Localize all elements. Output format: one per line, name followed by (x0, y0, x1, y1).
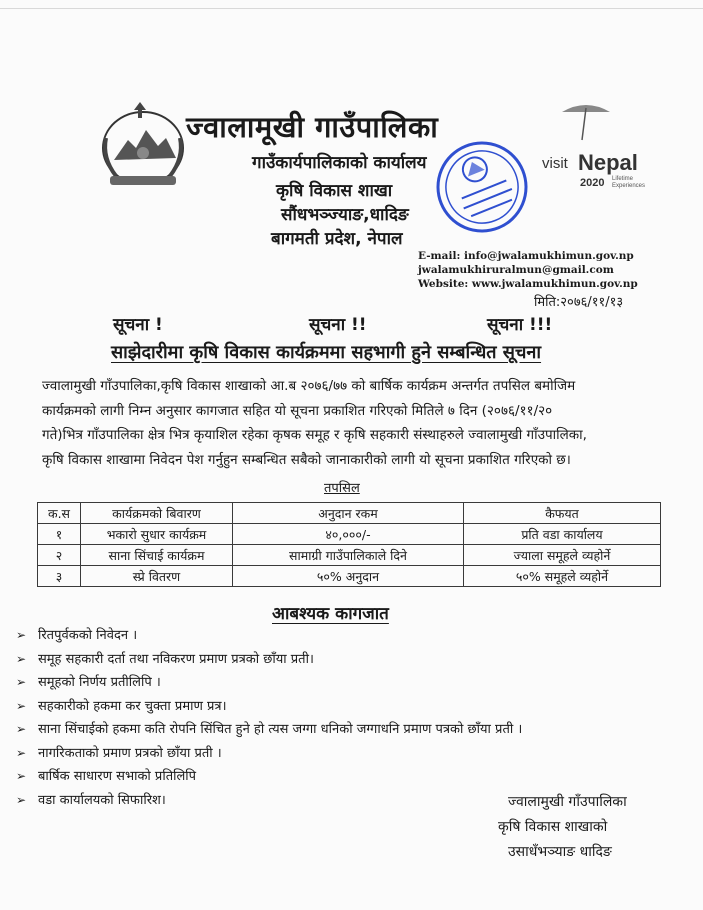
signature-line: ज्वालामुखी गाँउपालिका (508, 794, 627, 810)
list-item: ➢ नागरिकताको प्रमाण प्रत्रको छाँया प्रती । (16, 742, 522, 766)
arrow-bullet-icon: ➢ (16, 792, 27, 807)
list-item: ➢ समूहको निर्णय प्रतीलिपि । (16, 671, 522, 695)
body-line: कृषि विकास शाखामा निवेदन पेश गर्नुहुन सम्बन्धित सबैको जानाकारीको लागी यो सूचना प्रकाशित गरिएको छ। (42, 451, 571, 468)
branch-name: कृषि विकास शाखा (276, 181, 393, 201)
body-line: गते)भित्र गाँउपालिका क्षेत्र भित्र कृयाशिल रहेका कृषक समूह र कृषि सहकारी संस्थाहरुले ज्वालामुखी गाँउपालिका, (42, 427, 587, 443)
umbrella-icon (562, 105, 610, 140)
table-cell: ज्याला समूहले व्यहोर्ने (464, 545, 661, 566)
arrow-bullet-icon: ➢ (16, 769, 27, 783)
page-top-edge (0, 8, 703, 9)
table-cell: ३ (38, 566, 81, 587)
notice-body (42, 374, 660, 472)
notice-label-3: सूचना !!! (487, 315, 553, 335)
arrow-bullet-icon: ➢ (16, 628, 27, 642)
table-row (38, 566, 661, 587)
notice-subject: साझेदारीमा कृषि विकास कार्यक्रममा सहभागी हुने सम्बन्धित सूचना (111, 342, 542, 363)
arrow-bullet-icon: ➢ (16, 722, 27, 736)
table-header-row (38, 503, 661, 524)
svg-text:2020: 2020 (580, 177, 605, 189)
table-cell: १ (38, 524, 81, 545)
table-cell: साना सिंचाई कार्यक्रम (81, 545, 233, 566)
table-row (38, 524, 661, 545)
signature-line: कृषि विकास शाखाको (498, 819, 608, 835)
table-cell: सामाग्री गाउँपालिकाले दिने (233, 545, 464, 566)
arrow-bullet-icon: ➢ (16, 745, 27, 760)
table-cell: प्रति वडा कार्यालय (464, 524, 661, 545)
table-cell: ४०,०००/- (233, 524, 464, 545)
nepal-emblem-icon (96, 98, 190, 190)
contact-email-alt: jwalamukhiruralmun@gmail.com (418, 264, 614, 276)
list-item: ➢ साना सिंचाईको हकमा कति रोपनि सिंचित हुने हो त्यस जग्गा धनिको जग्गाधनि प्रमाण पत्रको छाँया प्रती । (16, 718, 522, 742)
svg-text:Experiences: Experiences (612, 183, 646, 189)
list-item: ➢ सहकारीको हकमा कर चुक्ता प्रमाण प्रत्र। (16, 695, 522, 719)
office-name: गाउँकार्यपालिकाको कार्यालय (252, 153, 427, 173)
program-table (37, 502, 661, 587)
svg-text:Nepal: Nepal (578, 150, 638, 175)
province-name: बागमती प्रदेश, नेपाल (271, 229, 403, 249)
table-cell: ५०% अनुदान (233, 566, 464, 587)
required-docs-list (16, 624, 522, 812)
table-cell: ५०% समूहले व्यहोर्ने (464, 566, 661, 587)
contact-block (418, 249, 638, 291)
svg-text:Lifetime: Lifetime (612, 176, 634, 182)
svg-text:visit: visit (542, 155, 568, 172)
arrow-bullet-icon: ➢ (16, 698, 27, 713)
signature-line: उसाधँभञ्याङ धादिङ (508, 844, 612, 860)
header-cell: कैफयत (464, 503, 661, 524)
header-cell: कार्यक्रमको बिवारण (81, 503, 233, 524)
header-cell: क.स (38, 503, 81, 524)
list-item: ➢ वडा कार्यालयको सिफारिश। (16, 789, 522, 813)
body-line: ज्वालामुखी गाँउपालिका,कृषि विकास शाखाको आ.ब २०७६/७७ को बार्षिक कार्यक्रम अन्तर्गत तपसिल बमोजिम (42, 378, 576, 394)
arrow-bullet-icon: ➢ (16, 651, 27, 666)
visit-nepal-logo (538, 100, 658, 190)
municipality-title: ज्वालामूखी गाउँपालिका (186, 110, 439, 144)
list-item: ➢ बार्षिक साधारण सभाको प्रतिलिपि (16, 765, 522, 789)
table-label: तपसिल (324, 481, 360, 496)
notice-label-2: सूचना !! (309, 315, 367, 335)
table-cell: भकारो सुधार कार्यक्रम (81, 524, 233, 545)
list-item: ➢ रितपुर्वकको निवेदन । (16, 624, 522, 648)
notice-date: मिति:२०७६/११/१३ (534, 295, 624, 310)
notice-label-1: सूचना ! (113, 315, 163, 335)
contact-email: E-mail: info@jwalamukhimun.gov.np (418, 250, 634, 262)
office-stamp-icon (423, 128, 541, 246)
header-cell: अनुदान रकम (233, 503, 464, 524)
table-row (38, 545, 661, 566)
body-line: कार्यक्रमको लागी निम्न अनुसार कागजात सहित यो सूचना प्रकाशित गरिएको मितिले ७ दिन (२०७६/११/२० (42, 402, 553, 419)
arrow-bullet-icon: ➢ (16, 675, 27, 689)
required-docs-heading: आबश्यक कागजात (272, 604, 389, 624)
contact-website: Website: www.jwalamukhimun.gov.np (418, 278, 638, 290)
table-cell: स्प्रे वितरण (81, 566, 233, 587)
location-name: सौंधभञ्ज्याङ,धादिङ (281, 205, 409, 225)
signature-block (498, 790, 678, 865)
list-item: ➢ समूह सहकारी दर्ता तथा नविकरण प्रमाण प्रत्रको छाँया प्रती। (16, 648, 522, 672)
table-cell: २ (38, 545, 81, 566)
